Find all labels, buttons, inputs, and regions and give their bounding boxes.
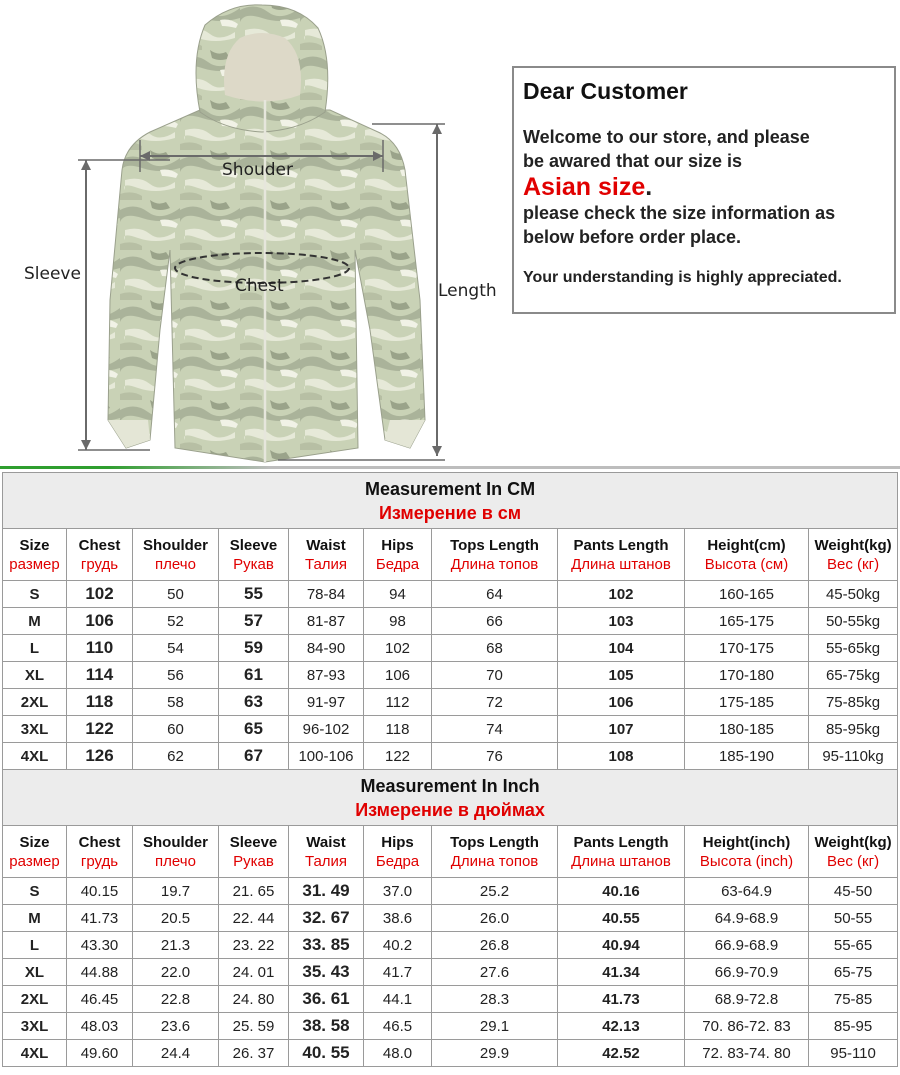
inch-header-height (685, 826, 809, 878)
table-row (3, 878, 898, 905)
cm-cell-shoulder: 60 (133, 716, 219, 743)
inch-header-sleeve (219, 826, 289, 878)
inch-cell-sleeve: 24. 80 (219, 986, 289, 1013)
inch-header-waist-ru: Талия (304, 852, 348, 870)
cm-table-caption (3, 473, 898, 529)
inch-cell-height: 70. 86-72. 83 (685, 1013, 809, 1040)
inch-cell-pants-length: 41.73 (558, 986, 685, 1013)
cm-cell-height: 170-180 (685, 662, 809, 689)
table-row (3, 581, 898, 608)
inch-cell-weight: 85-95 (809, 1013, 898, 1040)
shoulder-label: Shouder (222, 160, 293, 180)
cm-header-size-ru: размер (9, 555, 60, 573)
cm-cell-pants-length: 107 (558, 716, 685, 743)
inch-cell-chest: 44.88 (67, 959, 133, 986)
inch-header-hips (364, 826, 432, 878)
inch-header-pants-length (558, 826, 685, 878)
cm-cell-shoulder: 54 (133, 635, 219, 662)
inch-cell-tops-length: 29.9 (432, 1040, 558, 1067)
cm-cell-tops-length: 76 (432, 743, 558, 770)
cm-header-waist (289, 529, 364, 581)
size-table-cm (2, 472, 898, 770)
cm-cell-chest: 126 (67, 743, 133, 770)
cm-header-size-en: Size (19, 536, 50, 554)
notice-line-4: below before order place. (523, 227, 742, 247)
inch-cell-tops-length: 27.6 (432, 959, 558, 986)
inch-cell-pants-length: 42.52 (558, 1040, 685, 1067)
inch-cell-chest: 46.45 (67, 986, 133, 1013)
inch-cell-sleeve: 22. 44 (219, 905, 289, 932)
cm-title-ru: Измерение в см (378, 502, 522, 523)
inch-cell-height: 63-64.9 (685, 878, 809, 905)
cm-cell-hips: 106 (364, 662, 432, 689)
cm-header-shoulder-ru: плечо (155, 555, 196, 573)
inch-cell-height: 64.9-68.9 (685, 905, 809, 932)
inch-header-chest (67, 826, 133, 878)
cm-header-height-en: Height(cm) (707, 536, 786, 554)
camo-jacket-image (0, 0, 500, 468)
table-row (3, 662, 898, 689)
inch-cell-sleeve: 25. 59 (219, 1013, 289, 1040)
cm-header-shoulder (133, 529, 219, 581)
inch-cell-tops-length: 28.3 (432, 986, 558, 1013)
cm-cell-hips: 98 (364, 608, 432, 635)
cm-cell-size: S (3, 581, 67, 608)
inch-cell-size: XL (3, 959, 67, 986)
cm-cell-height: 180-185 (685, 716, 809, 743)
cm-cell-sleeve: 67 (219, 743, 289, 770)
cm-cell-chest: 110 (67, 635, 133, 662)
cm-cell-tops-length: 68 (432, 635, 558, 662)
table-row (3, 689, 898, 716)
inch-title-ru: Измерение в дюймах (355, 799, 545, 820)
cm-cell-sleeve: 59 (219, 635, 289, 662)
inch-cell-tops-length: 29.1 (432, 1013, 558, 1040)
table-row (3, 1013, 898, 1040)
inch-header-weight (809, 826, 898, 878)
table-row (3, 905, 898, 932)
inch-cell-chest: 49.60 (67, 1040, 133, 1067)
inch-cell-height: 66.9-70.9 (685, 959, 809, 986)
notice-title: Dear Customer (523, 78, 688, 104)
inch-cell-sleeve: 21. 65 (219, 878, 289, 905)
inch-header-tops-length (432, 826, 558, 878)
cm-header-waist-ru: Талия (304, 555, 348, 573)
cm-cell-pants-length: 106 (558, 689, 685, 716)
cm-cell-weight: 50-55kg (809, 608, 898, 635)
inch-cell-waist: 40. 55 (289, 1040, 364, 1067)
inch-cell-waist: 35. 43 (289, 959, 364, 986)
section-divider (0, 466, 900, 469)
cm-cell-tops-length: 66 (432, 608, 558, 635)
inch-cell-hips: 44.1 (364, 986, 432, 1013)
inch-cell-hips: 38.6 (364, 905, 432, 932)
inch-cell-weight: 95-110 (809, 1040, 898, 1067)
inch-title: Measurement In Inch (360, 775, 540, 796)
cm-cell-chest: 118 (67, 689, 133, 716)
inch-header-size-ru: размер (9, 852, 60, 870)
inch-cell-hips: 37.0 (364, 878, 432, 905)
cm-cell-sleeve: 61 (219, 662, 289, 689)
inch-header-row (3, 826, 898, 878)
inch-cell-pants-length: 41.34 (558, 959, 685, 986)
cm-cell-pants-length: 103 (558, 608, 685, 635)
inch-cell-waist: 38. 58 (289, 1013, 364, 1040)
inch-cell-pants-length: 40.94 (558, 932, 685, 959)
inch-cell-height: 72. 83-74. 80 (685, 1040, 809, 1067)
inch-header-shoulder-ru: плечо (155, 852, 196, 870)
cm-cell-shoulder: 62 (133, 743, 219, 770)
cm-title: Measurement In CM (365, 478, 536, 499)
inch-header-hips-en: Hips (381, 833, 414, 851)
inch-cell-pants-length: 40.16 (558, 878, 685, 905)
cm-cell-height: 175-185 (685, 689, 809, 716)
inch-header-tops-length-ru: Длина топов (450, 852, 539, 870)
inch-cell-size: 4XL (3, 1040, 67, 1067)
table-row (3, 635, 898, 662)
cm-cell-waist: 100-106 (289, 743, 364, 770)
cm-cell-pants-length: 102 (558, 581, 685, 608)
cm-header-pants-length (558, 529, 685, 581)
inch-cell-size: L (3, 932, 67, 959)
notice-line-1: Welcome to our store, and please (523, 127, 810, 147)
cm-cell-hips: 112 (364, 689, 432, 716)
table-row (3, 986, 898, 1013)
cm-cell-shoulder: 50 (133, 581, 219, 608)
inch-header-hips-ru: Бедра (375, 852, 420, 870)
cm-cell-hips: 122 (364, 743, 432, 770)
cm-cell-chest: 106 (67, 608, 133, 635)
inch-header-sleeve-en: Sleeve (229, 833, 278, 851)
cm-cell-shoulder: 58 (133, 689, 219, 716)
cm-header-chest-en: Chest (78, 536, 121, 554)
cm-cell-chest: 114 (67, 662, 133, 689)
inch-cell-weight: 65-75 (809, 959, 898, 986)
notice-line-2: be awared that our size is (523, 151, 743, 171)
inch-header-height-en: Height(inch) (702, 833, 791, 851)
inch-cell-waist: 32. 67 (289, 905, 364, 932)
cm-cell-hips: 94 (364, 581, 432, 608)
cm-cell-hips: 118 (364, 716, 432, 743)
cm-cell-height: 160-165 (685, 581, 809, 608)
table-row (3, 959, 898, 986)
length-label: Length (438, 281, 497, 301)
inch-cell-chest: 41.73 (67, 905, 133, 932)
cm-cell-tops-length: 70 (432, 662, 558, 689)
cm-cell-chest: 122 (67, 716, 133, 743)
inch-cell-shoulder: 20.5 (133, 905, 219, 932)
cm-cell-tops-length: 64 (432, 581, 558, 608)
inch-cell-shoulder: 22.8 (133, 986, 219, 1013)
inch-cell-shoulder: 24.4 (133, 1040, 219, 1067)
inch-header-tops-length-en: Tops Length (450, 833, 539, 851)
asian-size-period: . (645, 173, 653, 201)
cm-header-hips-en: Hips (381, 536, 414, 554)
table-row (3, 743, 898, 770)
customer-notice-box (512, 66, 896, 314)
cm-cell-waist: 81-87 (289, 608, 364, 635)
cm-cell-pants-length: 104 (558, 635, 685, 662)
inch-cell-height: 68.9-72.8 (685, 986, 809, 1013)
inch-header-shoulder (133, 826, 219, 878)
inch-header-chest-ru: грудь (80, 852, 119, 870)
inch-cell-hips: 48.0 (364, 1040, 432, 1067)
cm-header-row (3, 529, 898, 581)
cm-cell-sleeve: 65 (219, 716, 289, 743)
size-table-inch (2, 769, 898, 1067)
inch-cell-chest: 43.30 (67, 932, 133, 959)
cm-header-sleeve-ru: Рукав (233, 555, 274, 573)
inch-table-caption (3, 770, 898, 826)
cm-cell-waist: 78-84 (289, 581, 364, 608)
cm-cell-pants-length: 105 (558, 662, 685, 689)
cm-header-chest-ru: грудь (80, 555, 119, 573)
table-row (3, 716, 898, 743)
inch-cell-weight: 50-55 (809, 905, 898, 932)
cm-cell-height: 165-175 (685, 608, 809, 635)
notice-closing: Your understanding is highly appreciated. (523, 269, 842, 286)
inch-header-waist (289, 826, 364, 878)
cm-cell-weight: 85-95kg (809, 716, 898, 743)
cm-cell-chest: 102 (67, 581, 133, 608)
cm-header-hips (364, 529, 432, 581)
inch-cell-pants-length: 40.55 (558, 905, 685, 932)
cm-header-waist-en: Waist (306, 536, 346, 554)
inch-cell-waist: 33. 85 (289, 932, 364, 959)
cm-cell-sleeve: 57 (219, 608, 289, 635)
inch-header-waist-en: Waist (306, 833, 346, 851)
inch-cell-weight: 75-85 (809, 986, 898, 1013)
jacket-illustration (0, 0, 500, 468)
table-row (3, 608, 898, 635)
inch-cell-waist: 36. 61 (289, 986, 364, 1013)
inch-cell-chest: 40.15 (67, 878, 133, 905)
cm-cell-waist: 96-102 (289, 716, 364, 743)
inch-header-height-ru: Высота (inch) (699, 852, 794, 870)
cm-header-chest (67, 529, 133, 581)
cm-cell-weight: 75-85kg (809, 689, 898, 716)
cm-cell-waist: 91-97 (289, 689, 364, 716)
inch-header-pants-length-ru: Длина штанов (571, 852, 671, 870)
cm-cell-hips: 102 (364, 635, 432, 662)
cm-header-pants-length-ru: Длина штанов (571, 555, 671, 573)
inch-cell-pants-length: 42.13 (558, 1013, 685, 1040)
cm-cell-size: L (3, 635, 67, 662)
cm-cell-tops-length: 72 (432, 689, 558, 716)
cm-cell-sleeve: 63 (219, 689, 289, 716)
inch-cell-weight: 55-65 (809, 932, 898, 959)
inch-cell-height: 66.9-68.9 (685, 932, 809, 959)
cm-header-height-ru: Высота (см) (704, 555, 789, 573)
sleeve-label: Sleeve (24, 264, 81, 284)
cm-cell-waist: 87-93 (289, 662, 364, 689)
table-row (3, 932, 898, 959)
cm-cell-sleeve: 55 (219, 581, 289, 608)
inch-cell-sleeve: 23. 22 (219, 932, 289, 959)
cm-header-weight (809, 529, 898, 581)
table-row (3, 1040, 898, 1067)
notice-line-3: please check the size information as (523, 203, 836, 223)
cm-cell-size: 3XL (3, 716, 67, 743)
cm-cell-weight: 65-75kg (809, 662, 898, 689)
inch-cell-size: S (3, 878, 67, 905)
inch-cell-tops-length: 25.2 (432, 878, 558, 905)
inch-cell-size: M (3, 905, 67, 932)
inch-cell-size: 3XL (3, 1013, 67, 1040)
inch-cell-shoulder: 23.6 (133, 1013, 219, 1040)
cm-header-sleeve-en: Sleeve (229, 536, 278, 554)
cm-cell-weight: 95-110kg (809, 743, 898, 770)
inch-cell-tops-length: 26.8 (432, 932, 558, 959)
cm-header-sleeve (219, 529, 289, 581)
cm-cell-size: M (3, 608, 67, 635)
cm-header-size (3, 529, 67, 581)
inch-cell-shoulder: 19.7 (133, 878, 219, 905)
inch-header-weight-ru: Вес (кг) (827, 852, 880, 870)
chest-label: Chest (235, 276, 284, 296)
inch-header-sleeve-ru: Рукав (233, 852, 274, 870)
cm-cell-height: 185-190 (685, 743, 809, 770)
asian-size-text: Asian size (523, 173, 646, 201)
inch-cell-size: 2XL (3, 986, 67, 1013)
cm-header-tops-length-ru: Длина топов (450, 555, 539, 573)
inch-header-size (3, 826, 67, 878)
inch-header-chest-en: Chest (78, 833, 121, 851)
inch-cell-weight: 45-50 (809, 878, 898, 905)
inch-cell-sleeve: 24. 01 (219, 959, 289, 986)
inch-cell-hips: 41.7 (364, 959, 432, 986)
cm-header-hips-ru: Бедра (375, 555, 420, 573)
inch-cell-waist: 31. 49 (289, 878, 364, 905)
cm-header-tops-length (432, 529, 558, 581)
cm-cell-shoulder: 56 (133, 662, 219, 689)
inch-cell-hips: 46.5 (364, 1013, 432, 1040)
inch-header-shoulder-en: Shoulder (142, 833, 208, 851)
inch-cell-shoulder: 21.3 (133, 932, 219, 959)
cm-cell-weight: 55-65kg (809, 635, 898, 662)
cm-header-weight-ru: Вес (кг) (827, 555, 880, 573)
cm-cell-tops-length: 74 (432, 716, 558, 743)
cm-cell-waist: 84-90 (289, 635, 364, 662)
cm-cell-size: 2XL (3, 689, 67, 716)
cm-header-shoulder-en: Shoulder (142, 536, 208, 554)
cm-cell-shoulder: 52 (133, 608, 219, 635)
inch-header-size-en: Size (19, 833, 50, 851)
inch-cell-shoulder: 22.0 (133, 959, 219, 986)
inch-header-weight-en: Weight(kg) (814, 833, 892, 851)
cm-cell-weight: 45-50kg (809, 581, 898, 608)
cm-header-height (685, 529, 809, 581)
inch-cell-tops-length: 26.0 (432, 905, 558, 932)
inch-header-pants-length-en: Pants Length (573, 833, 669, 851)
cm-cell-height: 170-175 (685, 635, 809, 662)
cm-cell-size: XL (3, 662, 67, 689)
cm-header-pants-length-en: Pants Length (573, 536, 669, 554)
cm-header-tops-length-en: Tops Length (450, 536, 539, 554)
asian-size-highlight (523, 173, 894, 201)
inch-cell-hips: 40.2 (364, 932, 432, 959)
cm-cell-size: 4XL (3, 743, 67, 770)
inch-cell-chest: 48.03 (67, 1013, 133, 1040)
inch-cell-sleeve: 26. 37 (219, 1040, 289, 1067)
cm-cell-pants-length: 108 (558, 743, 685, 770)
cm-header-weight-en: Weight(kg) (814, 536, 892, 554)
